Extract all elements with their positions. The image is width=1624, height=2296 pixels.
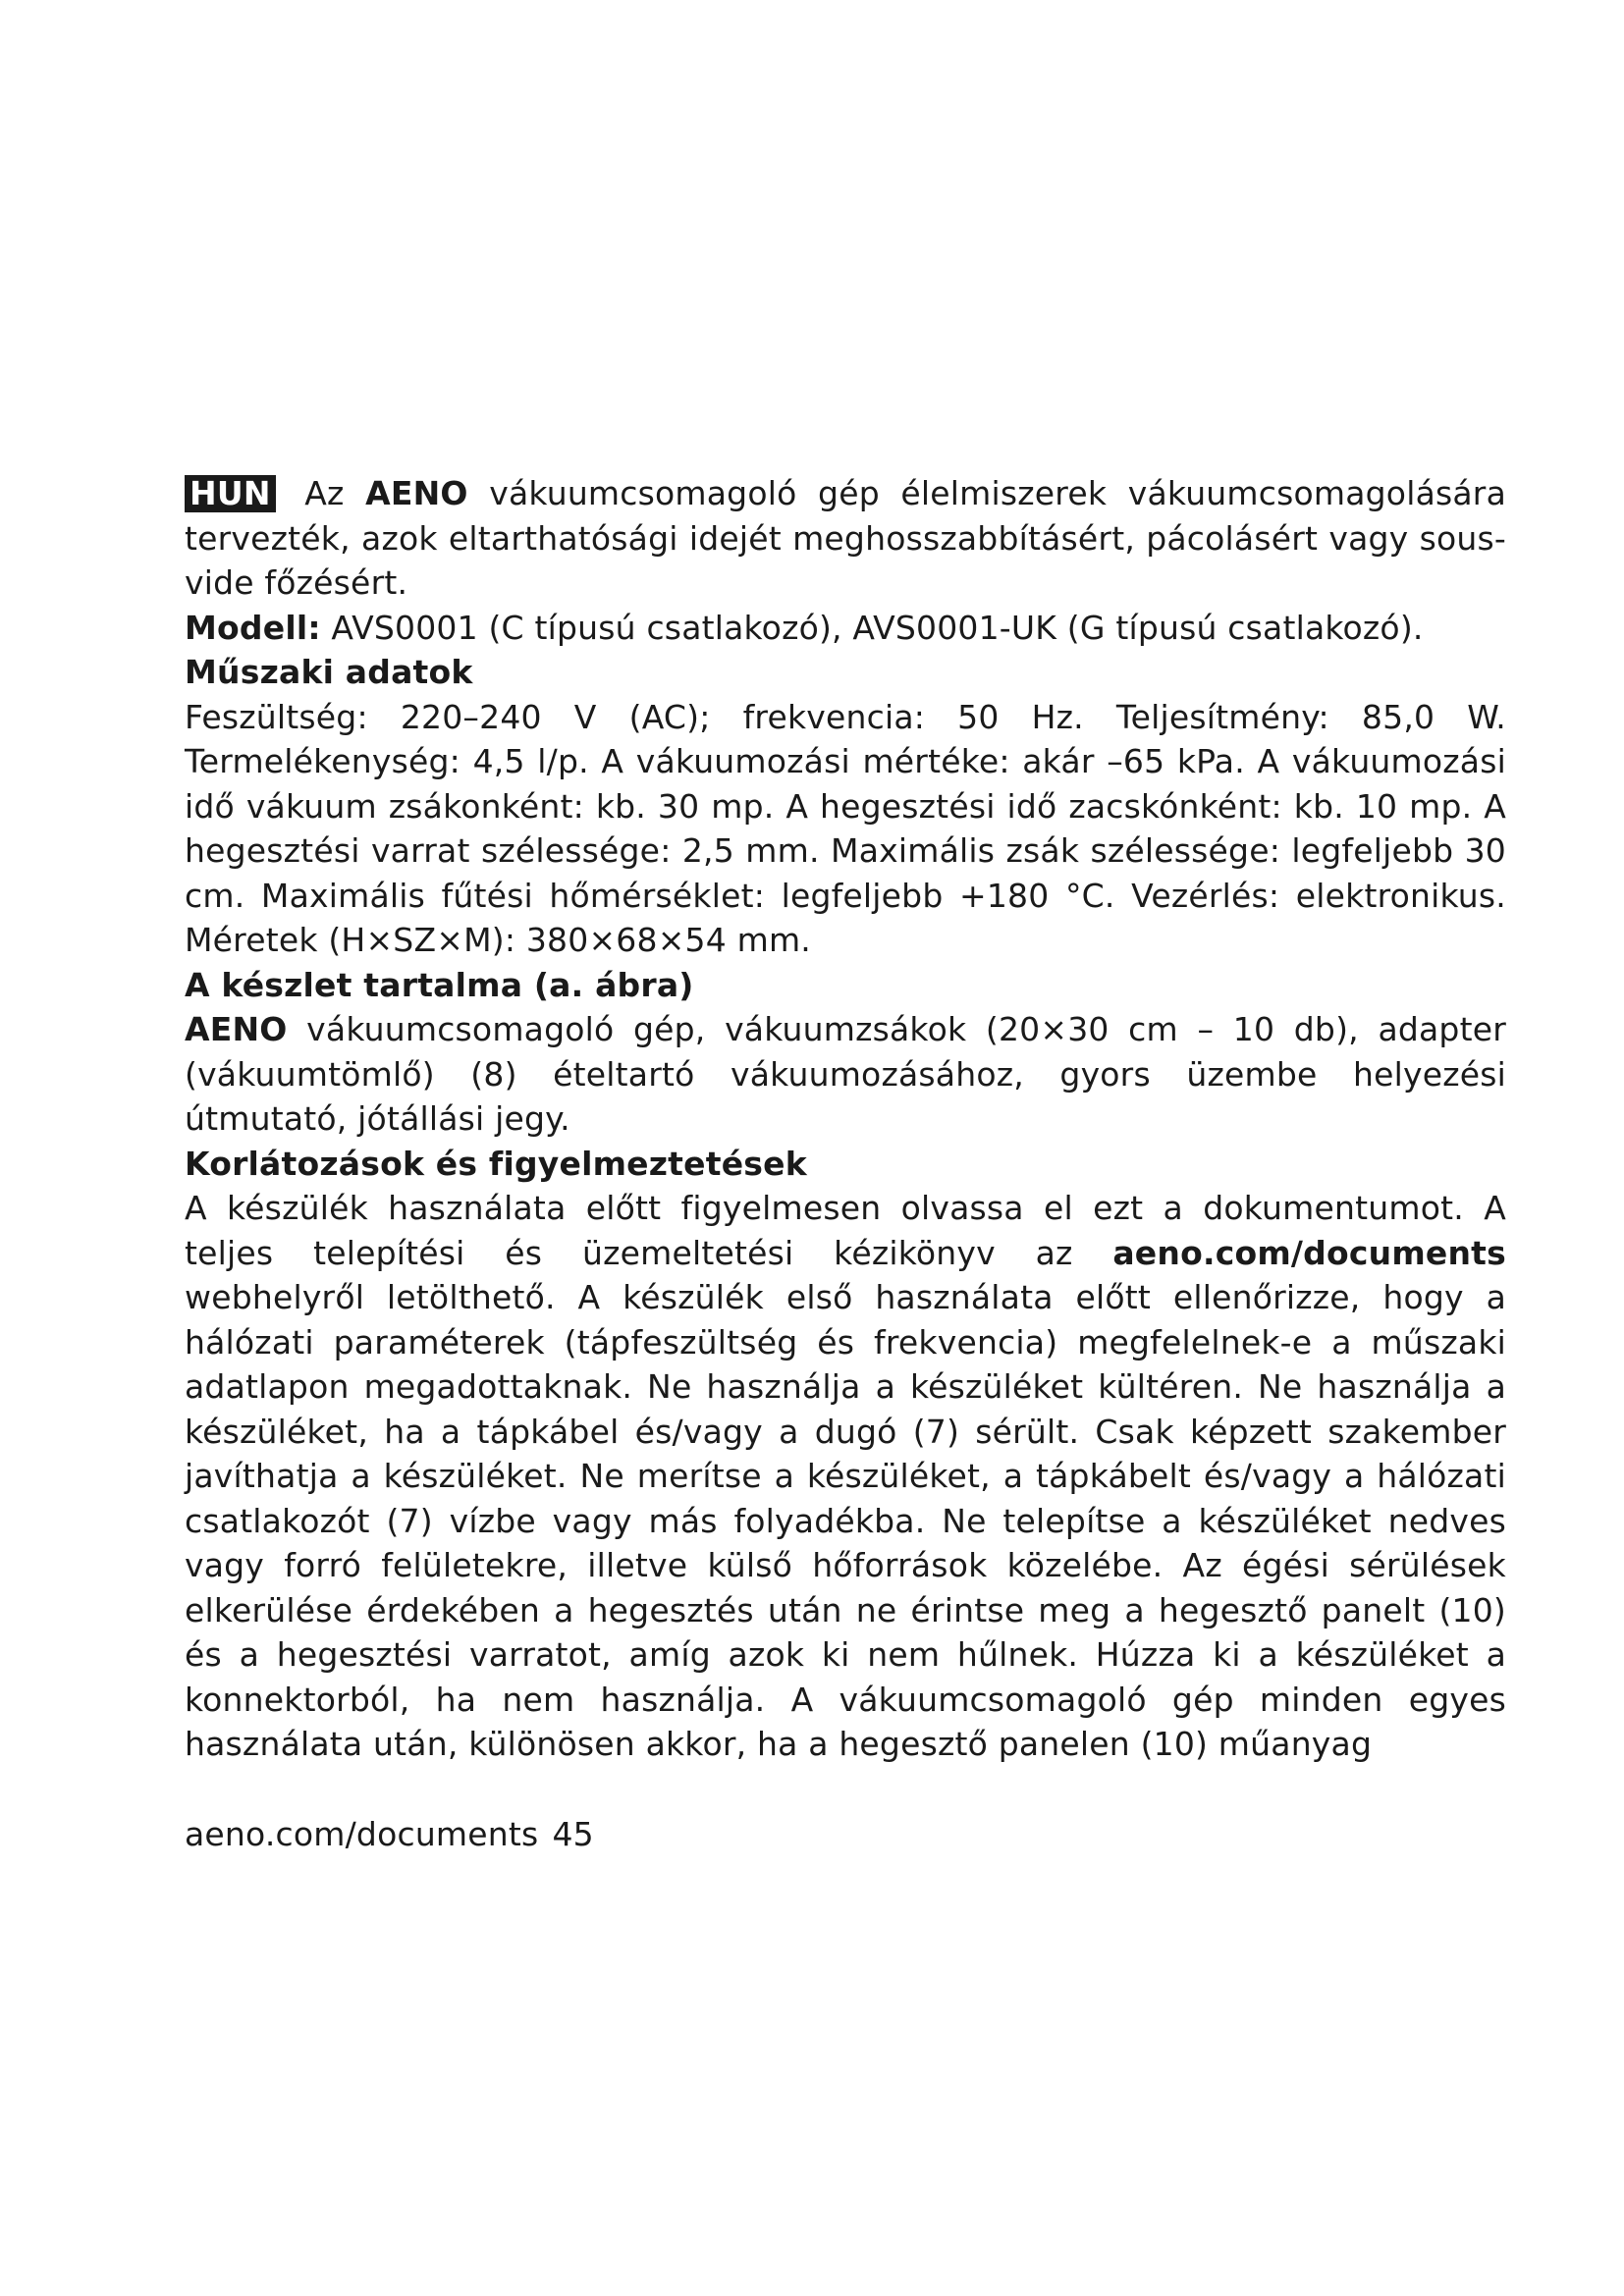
kit-text: vákuumcsomagoló gép, vákuumzsákok (20×30 cm – 10 db), adapter (vákuumtömlő) (8) ételtartó vákuumozásához, gyors üzembe helyezési útmutató, jótállási jegy.	[185, 1010, 1506, 1138]
intro-lead-text: Az	[283, 474, 366, 512]
intro-brand: AENO	[365, 474, 468, 512]
model-paragraph	[185, 606, 1506, 651]
intro-paragraph	[185, 471, 1506, 606]
footer-url[interactable]: aeno.com/documents	[185, 1815, 539, 1853]
page-footer	[185, 1812, 594, 1857]
model-text: AVS0001 (C típusú csatlakozó), AVS0001-UK (G típusú csatlakozó).	[320, 608, 1424, 647]
kit-brand: AENO	[185, 1010, 288, 1048]
language-badge: HUN	[185, 475, 276, 512]
intro-text: vákuumcsomagoló gép élelmiszerek vákuumcsomagolására tervezték, azok eltarthatósági idejét meghosszabbításért, pácolásért vagy sous-vide főzésért.	[185, 474, 1506, 602]
specs-heading: Műszaki adatok	[185, 653, 473, 691]
specs-paragraph: Feszültség: 220–240 V (AC); frekvencia: 50 Hz. Teljesítmény: 85,0 W. Termelékenység: 4,5 l/p. A vákuumozási mértéke: akár –65 kPa. A vákuumozási idő vákuum zsákonként: kb. 30 mp. A hegesztési idő zacskónként: kb. 10 mp. A hegesztési varrat szélessége: 2,5 mm. Maximális zsák szélessége: legfeljebb 30 cm. Maximális fűtési hőmérséklet: legfeljebb +180 °C. Vezérlés: elektronikus. Méretek (H×SZ×M): 380×68×54 mm.	[185, 697, 1506, 959]
documents-link[interactable]: aeno.com/documents	[1112, 1233, 1506, 1272]
warnings-paragraph	[185, 1186, 1506, 1767]
warnings-heading: Korlátozások és figyelmeztetések	[185, 1144, 807, 1183]
kit-paragraph	[185, 1007, 1506, 1142]
warnings-text-after-link: webhelyről letölthető. A készülék első használata előtt ellenőrizze, hogy a hálózati paraméterek (tápfeszültség és frekvencia) megfelelnek-e a műszaki adatlapon megadottaknak. Ne használja a készüléket kültéren. Ne használja a készüléket, ha a tápkábel és/vagy a dugó (7) sérült. Csak képzett szakember javíthatja a készüléket. Ne merítse a készüléket, a tápkábelt és/vagy a hálózati csatlakozót (7) vízbe vagy más folyadékba. Ne telepítse a készüléket nedves vagy forró felületekre, illetve külső hőforrások közelébe. Az égési sérülések elkerülése érdekében a hegesztés után ne érintse meg a hegesztő panelt (10) és a hegesztési varratot, amíg azok ki nem hűlnek. Húzza ki a készüléket a konnektorból, ha nem használja. A vákuumcsomagoló gép minden egyes használata után, különösen akkor, ha a hegesztő panelen (10) műanyag	[185, 1278, 1506, 1763]
kit-heading: A készlet tartalma (a. ábra)	[185, 965, 694, 1004]
page-number: 45	[552, 1815, 594, 1853]
model-label: Modell:	[185, 608, 321, 647]
document-body	[185, 471, 1506, 1767]
warnings-text-before-link: A készülék használata előtt figyelmesen olvassa el ezt a dokumentumot. A teljes telepítési és üzemeltetési kézikönyv az	[185, 1189, 1506, 1272]
